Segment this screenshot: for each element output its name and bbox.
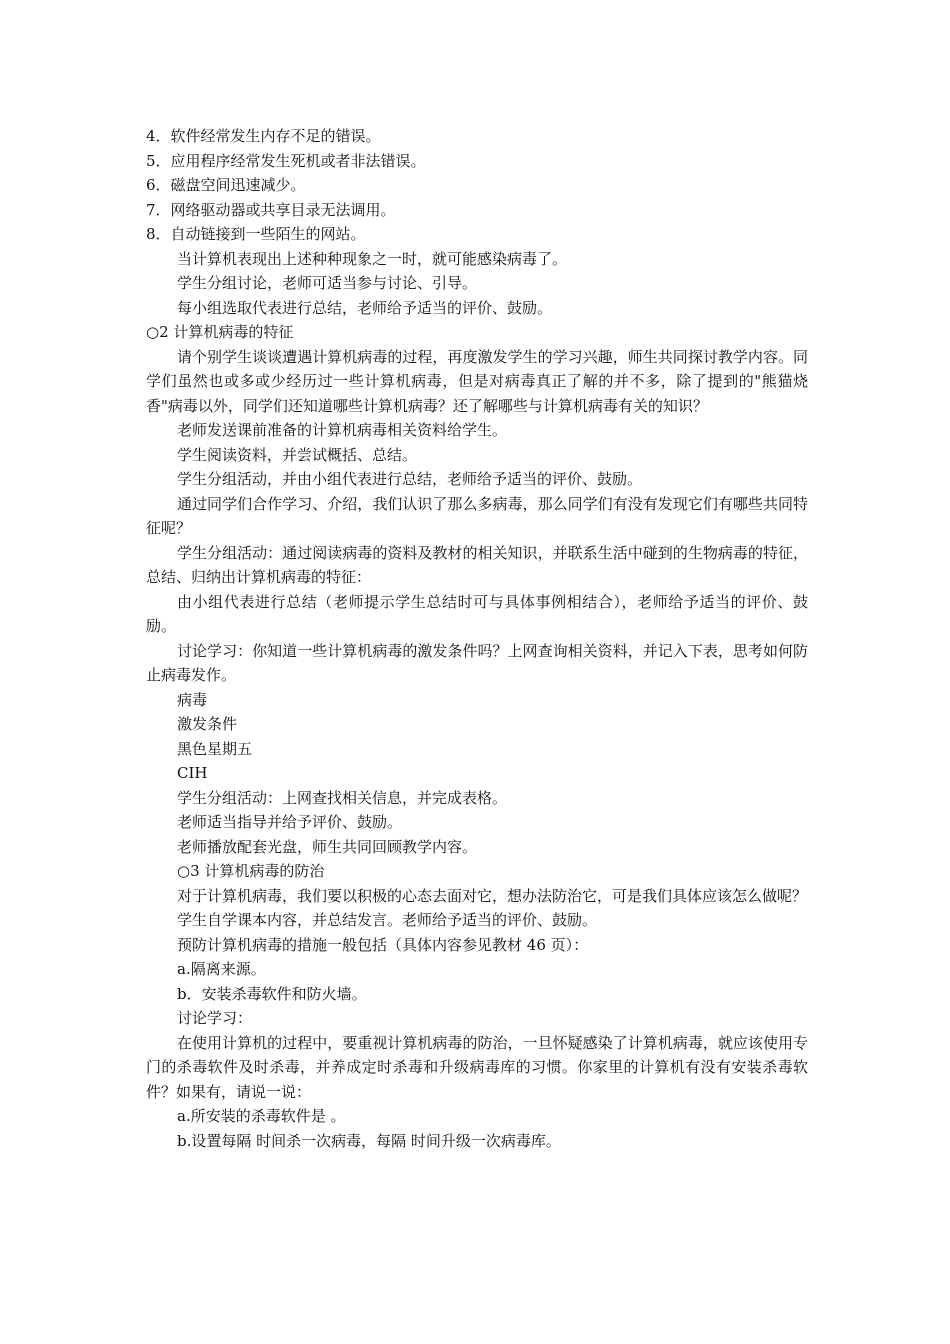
paragraph: 预防计算机病毒的措施一般包括（具体内容参见教材 46 页）： bbox=[177, 935, 589, 954]
paragraph: 讨论学习：你知道一些计算机病毒的激发条件吗？上网查询相关资料，并记入下表，思考如何防止病毒发作。 bbox=[146, 641, 808, 684]
document-body bbox=[146, 124, 808, 1153]
symptom-item-7: 7．网络驱动器或共享目录无法调用。 bbox=[146, 200, 396, 219]
fill-in-item: b.设置每隔 时间杀一次病毒，每隔 时间升级一次病毒库。 bbox=[177, 1131, 561, 1150]
paragraph: 学生阅读资料，并尝试概括、总结。 bbox=[177, 445, 418, 464]
table-cell-cih: CIH bbox=[177, 764, 208, 782]
symptom-item-8: 8．自动链接到一些陌生的网站。 bbox=[146, 225, 366, 243]
symptom-item-4: 4．软件经常发生内存不足的错误。 bbox=[146, 127, 381, 145]
paragraph: 学生自学课本内容，并总结发言。老师给予适当的评价、鼓励。 bbox=[177, 911, 598, 929]
paragraph: 每小组选取代表进行总结，老师给予适当的评价、鼓励。 bbox=[177, 298, 553, 317]
paragraph: 讨论学习： bbox=[177, 1009, 253, 1027]
paragraph: 学生分组活动：上网查找相关信息，并完成表格。 bbox=[177, 788, 508, 807]
paragraph: 学生分组活动：通过阅读病毒的资料及教材的相关知识，并联系生活中碰到的生物病毒的特征，总结、归纳出计算机病毒的特征： bbox=[146, 543, 808, 586]
section-heading-features: ○2 计算机病毒的特征 bbox=[146, 323, 294, 341]
paragraph: 老师发送课前准备的计算机病毒相关资料给学生。 bbox=[177, 421, 508, 439]
paragraph: 老师适当指导并给予评价、鼓励。 bbox=[177, 813, 403, 831]
symptom-item-5: 5．应用程序经常发生死机或者非法错误。 bbox=[146, 151, 426, 170]
section-heading-prevention: ○3 计算机病毒的防治 bbox=[177, 862, 325, 880]
paragraph: 请个别学生谈谈遭遇计算机病毒的过程，再度激发学生的学习兴趣，师生共同探讨教学内容。同学们虽然也或多或少经历过一些计算机病毒，但是对病毒真正了解的并不多，除了提到的"熊猫烧香"病毒以外，同学们还知道哪些计算机病毒？还了解哪些与计算机病毒有关的知识？ bbox=[146, 347, 808, 415]
paragraph: 对于计算机病毒，我们要以积极的心态去面对它，想办法防治它，可是我们具体应该怎么做呢？ bbox=[177, 886, 808, 905]
paragraph: 由小组代表进行总结（老师提示学生总结时可与具体事例相结合），老师给予适当的评价、鼓励。 bbox=[146, 592, 808, 635]
paragraph: 学生分组活动，并由小组代表进行总结，老师给予适当的评价、鼓励。 bbox=[177, 470, 643, 488]
paragraph: 学生分组讨论，老师可适当参与讨论、引导。 bbox=[177, 274, 478, 292]
paragraph: 当计算机表现出上述种种现象之一时，就可能感染病毒了。 bbox=[177, 249, 568, 268]
paragraph: 在使用计算机的过程中，要重视计算机病毒的防治，一旦怀疑感染了计算机病毒，就应该使用专门的杀毒软件及时杀毒，并养成定时杀毒和升级病毒库的习惯。你家里的计算机有没有安装杀毒软件？如果有，请说一说： bbox=[146, 1033, 808, 1101]
table-cell-trigger-header: 激发条件 bbox=[177, 715, 238, 733]
paragraph: 老师播放配套光盘，师生共同回顾教学内容。 bbox=[177, 837, 478, 856]
list-item: b．安装杀毒软件和防火墙。 bbox=[177, 984, 367, 1003]
fill-in-item: a.所安装的杀毒软件是 。 bbox=[177, 1107, 346, 1125]
table-cell-virus-header: 病毒 bbox=[177, 690, 208, 709]
paragraph: 通过同学们合作学习、介绍，我们认识了那么多病毒，那么同学们有没有发现它们有哪些共同特征呢？ bbox=[146, 494, 808, 537]
list-item: a.隔离来源。 bbox=[177, 960, 266, 978]
symptom-item-6: 6．磁盘空间迅速减少。 bbox=[146, 176, 306, 194]
table-cell-black-friday: 黑色星期五 bbox=[177, 739, 253, 758]
